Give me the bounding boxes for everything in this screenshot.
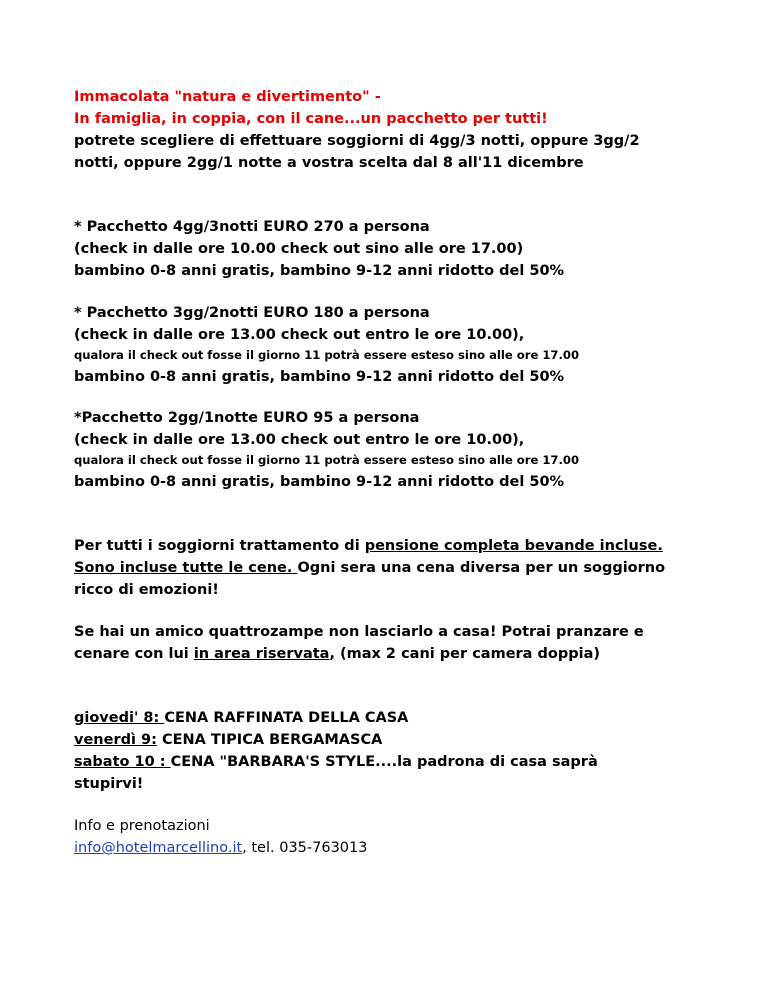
email-link[interactable]: info@hotelmarcellino.it bbox=[74, 840, 243, 856]
dinner-menu: CENA RAFFINATA DELLA CASA bbox=[164, 710, 409, 726]
dogs-text-2: , (max 2 cani per camera doppia) bbox=[329, 646, 600, 662]
dinner-day: giovedi' 8: bbox=[74, 710, 165, 726]
package-1-title: * Pacchetto 4gg/3notti EURO 270 a persona bbox=[74, 219, 430, 235]
package-2-note: qualora il check out fosse il giorno 11 potrà essere esteso sino alle ore 17.00 bbox=[74, 348, 580, 362]
dinner-day: sabato 10 : bbox=[74, 754, 171, 770]
board-line-3: ricco di emozioni! bbox=[74, 582, 219, 598]
dogs-reserved-area: in area riservata bbox=[193, 646, 330, 662]
package-1-checkin: (check in dalle ore 10.00 check out sino alle ore 17.00) bbox=[74, 241, 524, 257]
package-3-title: *Pacchetto 2gg/1notte EURO 95 a persona bbox=[74, 410, 420, 426]
dinner-tail: stupirvi! bbox=[74, 776, 144, 792]
intro-line-1: potrete scegliere di effettuare soggiorni di 4gg/3 notti, oppure 3gg/2 bbox=[74, 133, 640, 149]
dinner-saturday bbox=[74, 751, 598, 773]
intro-line-2: notti, oppure 2gg/1 notte a vostra scelta dal 8 all'11 dicembre bbox=[74, 155, 584, 171]
offer-title: Immacolata "natura e divertimento" - bbox=[74, 89, 381, 105]
board-text-2: Ogni sera una cena diversa per un soggiorno bbox=[297, 560, 666, 576]
dinner-friday bbox=[74, 729, 382, 751]
package-1-children: bambino 0-8 anni gratis, bambino 9-12 anni ridotto del 50% bbox=[74, 263, 565, 279]
package-2-checkin: (check in dalle ore 13.00 check out entro le ore 10.00), bbox=[74, 327, 525, 343]
dinner-menu: CENA TIPICA BERGAMASCA bbox=[156, 732, 383, 748]
dinner-day: venerdì 9: bbox=[74, 732, 157, 748]
contact-line bbox=[74, 837, 368, 859]
package-3-checkin: (check in dalle ore 13.00 check out entro le ore 10.00), bbox=[74, 432, 525, 448]
dinner-menu: CENA "BARBARA'S STYLE....la padrona di casa saprà bbox=[170, 754, 598, 770]
package-3-children: bambino 0-8 anni gratis, bambino 9-12 anni ridotto del 50% bbox=[74, 474, 565, 490]
dinner-thursday bbox=[74, 707, 408, 729]
contact-label: Info e prenotazioni bbox=[74, 818, 210, 834]
board-line-1 bbox=[74, 535, 663, 557]
dogs-line-2 bbox=[74, 643, 600, 665]
package-2-children: bambino 0-8 anni gratis, bambino 9-12 anni ridotto del 50% bbox=[74, 369, 565, 385]
board-line-2 bbox=[74, 557, 665, 579]
offer-subtitle: In famiglia, in coppia, con il cane...un pacchetto per tutti! bbox=[74, 111, 548, 127]
contact-phone: , tel. 035-763013 bbox=[242, 840, 368, 856]
board-text: Per tutti i soggiorni trattamento di bbox=[74, 538, 365, 554]
dogs-text: cenare con lui bbox=[74, 646, 194, 662]
dogs-line-1: Se hai un amico quattrozampe non lasciarlo a casa! Potrai pranzare e bbox=[74, 624, 644, 640]
board-highlight: pensione completa bevande incluse. bbox=[364, 538, 663, 554]
board-dinners-included: Sono incluse tutte le cene. bbox=[74, 560, 298, 576]
package-3-note: qualora il check out fosse il giorno 11 potrà essere esteso sino alle ore 17.00 bbox=[74, 453, 580, 467]
package-2-title: * Pacchetto 3gg/2notti EURO 180 a persona bbox=[74, 305, 430, 321]
